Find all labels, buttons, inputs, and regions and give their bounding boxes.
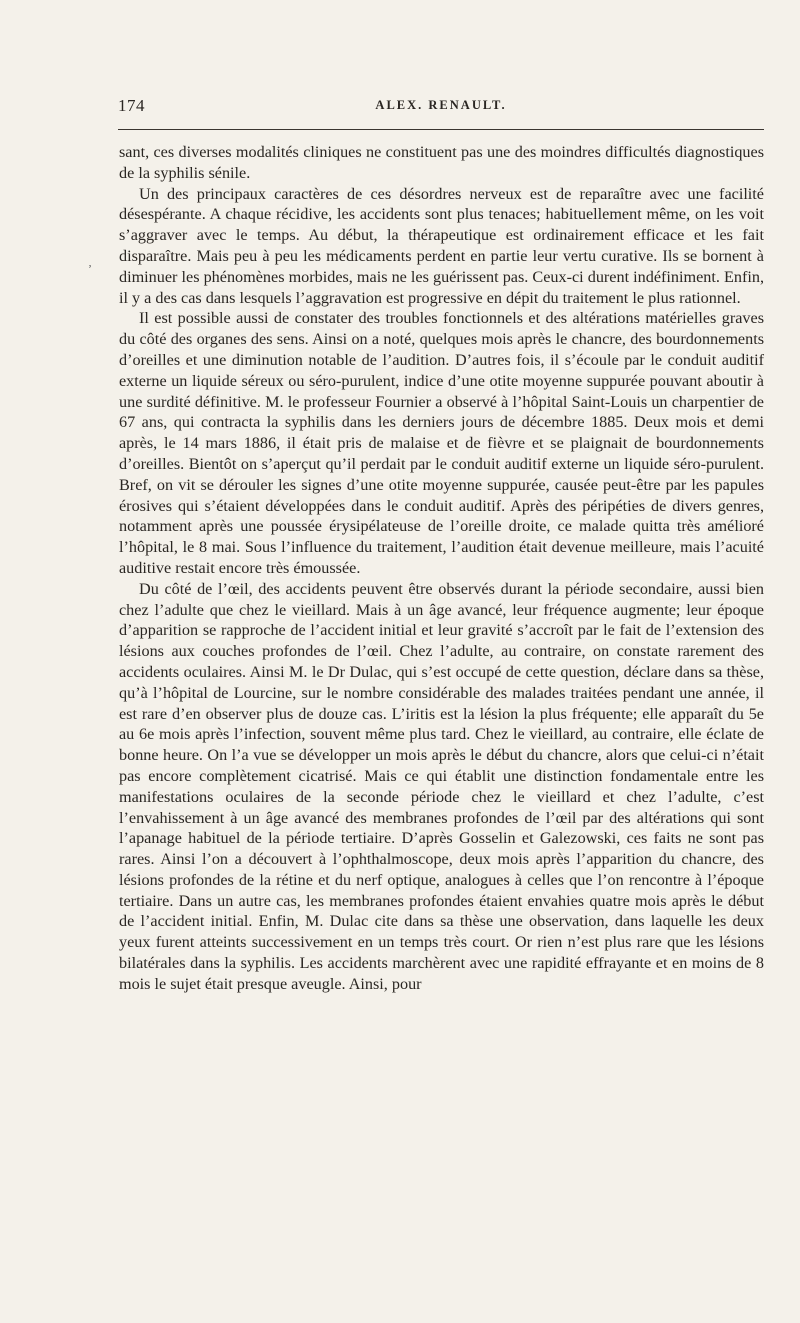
header-rule <box>118 129 764 130</box>
margin-mark: ʼ <box>88 262 92 276</box>
page-header <box>118 96 764 118</box>
page-number: 174 <box>118 96 145 115</box>
paragraph-2: Un des principaux caractères de ces désordres nerveux est de reparaître avec une facilité désespérante. A chaque récidive, les accidents sont plus tenaces; habituellement même, on les voit s’aggraver avec le temps. Au début, la thérapeutique est ordinairement efficace et les fait disparaître. Mais peu à peu les médicaments perdent en partie leur vertu curative. Ils se bornent à diminuer les phénomènes morbides, mais ne les guérissent pas. Ceux-ci durent indéfiniment. Enfin, il y a des cas dans lesquels l’aggravation est progressive en dépit du traitement le plus rationnel. <box>119 184 764 307</box>
running-head: ALEX. RENAULT. <box>375 98 507 112</box>
paragraph-1: sant, ces diverses modalités cliniques ne constituent pas une des moindres difficultés diagnostiques de la syphilis sénile. <box>119 143 764 182</box>
body-text <box>119 142 764 995</box>
paragraph-4: Du côté de l’œil, des accidents peuvent être observés durant la période secondaire, aussi bien chez l’adulte que chez le vieillard. Mais à un âge avancé, leur fréquence augmente; leur époque d’apparition se rapproche de l’accident initial et leur gravité s’accroît par le fait de l’extension des lésions aux couches profondes de l’œil. Chez l’adulte, au contraire, on constate rarement des accidents oculaires. Ainsi M. le Dr Dulac, qui s’est occupé de cette question, déclare dans sa thèse, qu’à l’hôpital de Lourcine, sur le nombre considérable des malades traitées pendant une année, il est rare d’en observer plus de douze cas. L’iritis est la lésion la plus fréquente; elle apparaît du 5e au 6e mois après l’infection, souvent même plus tard. Chez le vieillard, au contraire, elle éclate de bonne heure. On l’a vue se développer un mois après le début du chancre, alors que celui-ci n’était pas encore complètement cicatrisé. Mais ce qui établit une distinction fondamentale entre les manifestations oculaires de la seconde période chez le vieillard et chez l’adulte, c’est l’envahissement à un âge avancé des membranes profondes de l’œil par des altérations qui sont l’apanage habituel de la période tertiaire. D’après Gosselin et Galezowski, ces faits ne sont pas rares. Ainsi l’on a découvert à l’ophthalmoscope, deux mois après l’apparition du chancre, des lésions profondes de la rétine et du nerf optique, analogues à celles que l’on rencontre à l’époque tertiaire. Dans un autre cas, les membranes profondes étaient envahies quatre mois après le début de l’accident initial. Enfin, M. Dulac cite dans sa thèse une observation, dans laquelle les deux yeux furent atteints successivement en un temps très court. Or rien n’est plus rare que les lésions bilatérales dans la syphilis. Les accidents marchèrent avec une rapidité effrayante et en moins de 8 mois le sujet était presque aveugle. Ainsi, pour <box>119 579 764 993</box>
paragraph-3: Il est possible aussi de constater des troubles fonctionnels et des altérations matérielles graves du côté des organes des sens. Ainsi on a noté, quelques mois après le chancre, des bourdonnements d’oreilles et une diminution notable de l’audition. D’autres fois, il s’écoule par le conduit auditif externe un liquide séreux ou séro-purulent, indice d’une otite moyenne suppurée pouvant aboutir à une surdité définitive. M. le professeur Fournier a observé à l’hôpital Saint-Louis un charpentier de 67 ans, qui contracta la syphilis dans les derniers jours de décembre 1885. Deux mois et demi après, le 14 mars 1886, il était pris de malaise et de fièvre et se plaignait de bourdonnements d’oreilles. Bientôt on s’aperçut qu’il perdait par le conduit auditif externe un liquide séro-purulent. Bref, on vit se dérouler les signes d’une otite moyenne suppurée, causée peut-être par les papules érosives qui s’étaient développées dans le conduit auditif. Après des péripéties de divers genres, notamment après une poussée érysipélateuse de l’oreille droite, ce malade quitta très amélioré l’hôpital, le 8 mai. Sous l’influence du traitement, l’audition était devenue meilleure, mais l’acuité auditive restait encore très émoussée. <box>119 309 764 577</box>
